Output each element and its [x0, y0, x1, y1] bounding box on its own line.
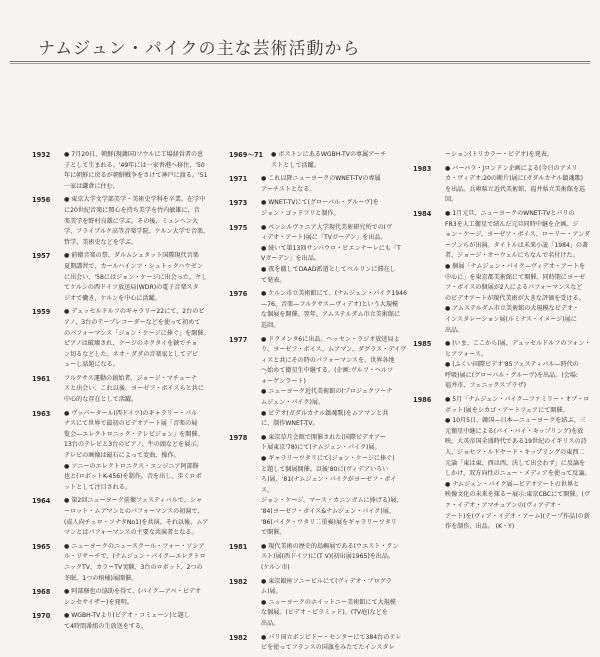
timeline-entry — [229, 174, 407, 195]
timeline-entry — [229, 198, 407, 219]
timeline-entry — [32, 195, 210, 248]
title-rule-secondary — [10, 63, 590, 64]
entry-year: 1978 — [229, 433, 248, 442]
timeline-entry — [32, 496, 210, 538]
entry-text: ● デュッセルドルフのギャラリー22にて、2台のピ アノ、3台のテープレコーダーなどを使って初めて のパフォーマンス「ジョン・ケージに捧ぐ」を開催。 ピアノは破壊され、ケージのネクタイを鋏でチョ ン切るなどした。ネオ・ダダの音楽家としてデビ ューし話題になる。 — [64, 308, 210, 369]
entry-text: ● 1月元旦、ニューヨークのWNET-TVとパリの FR3を人工衛星で結んだ元旦同時中継を企画。ジ ョン・ケージ、ヨーゼフ・ボイス、ローリー・アンダ ーソンらが出演。タイトルは未来小説「1984」の著 者、ジョージ・オーウェルにちなんで名付けた。 ● 個展「ナムジュン・パイク—ヴィデオ・アートを 中心に」を東京都美術館にて開催。同時期にヨーゼ フ・ボイスの個展が2人によるパフォーマンスなど のビデオアートが現代美術が大きな評価を受ける。 ● アムステルダム市立美術館の大規模なビデオ・ インスタレーション展(ルミナス・イメージ)展に 出品。 — [445, 209, 591, 334]
title-rule — [10, 61, 590, 62]
timeline-entry — [229, 289, 407, 331]
entry-year: 1963 — [32, 409, 51, 418]
timeline-entry — [32, 542, 210, 584]
entry-year: 1968 — [32, 588, 51, 597]
entry-year: 1975 — [229, 223, 248, 232]
entry-text: ● WGBH-TVより(ビデオ・コミューン)と題し て4時間番組の生放送をする。 — [64, 612, 190, 630]
entry-year: 1977 — [229, 335, 248, 344]
entry-year: 1957 — [32, 252, 51, 261]
entry-text: ● 現代美術の歴史的島嶼展である(ウエスト・クン スト)展(西ドイツ)に(T V)(初出展1965)を出品。 (ケルン市) — [261, 542, 399, 571]
timeline-entry — [229, 633, 407, 654]
timeline-entry — [413, 339, 591, 392]
entry-text: ● パリ国立ポンピドー・センターにて384台のテレ ビを使ってフランスの国旗をみたてたインスタレ — [261, 633, 402, 652]
entry-year: 1976 — [229, 290, 248, 299]
timeline-entry — [413, 395, 591, 533]
timeline-entry — [32, 409, 210, 494]
timeline-column-3 — [413, 150, 591, 536]
entry-year: 1965 — [32, 542, 51, 551]
entry-year: 1964 — [32, 497, 51, 506]
entry-year: 1984 — [413, 209, 432, 218]
timeline-entry — [32, 150, 210, 192]
timeline-entry — [229, 335, 407, 430]
entry-text: ● 前衛音楽の祭、ダルムシュタット国際現代音楽 夏期講習で、カールハインツ・シュトックハウゼン に出会い、'58にはジョン・ケージに出会った。ヤし てケルンの西ドイツ放送局(WDR)の電子音楽スタ ジオで働き、ケルンを中心に活躍。 — [64, 252, 208, 302]
entry-year: 1971 — [229, 175, 248, 184]
timeline-column-2 — [229, 150, 407, 657]
entry-text: ● 東京銀座ソニービルにて(ヴィデオ・プログラ ム)展。 ● ニューヨークのホイットニー美術館にて大規模 な個展。(ビデオ・ピラミッド)、(TV庭)などを 出品。 — [261, 577, 396, 627]
entry-text: フルクサス運動の創始者、ジョージ・マチューナ スと出会い、これ以後、ヨーゼフ・ボイスらと共に 中心的な存在として活躍。 — [64, 374, 204, 404]
entry-text: ● バーバラ・Jロンドン企画による(今日のアメリ カ・ヴィデオ:20の断片)展に(ガダルカナル鎮魂歌) を出品。兵庫県立近代美術館、福井県立美術館を巡 回。 — [445, 164, 586, 204]
entry-year: 1982 — [229, 577, 248, 586]
timeline-entry — [32, 307, 210, 371]
entry-text: ● ドクメンタ6に出品。ヘッセン・ラジオ放送局よ り、ヨーゼフ・ボイス、ムアマン、ダグラス・デイヴ ィスと共にその時のパフォーマンスを、世界各地 へ始めて衛星生中継する。(企画:ヴルフ・ヘルツ ォーゲンラート) ● ニューヨーク近代美術館の(プロジェクツーナ ムジュン・パイク)展。 ● ビデオ(ガダルカナル鎮魂歌)をムアマンと共 に、制作WNET-TV。 — [261, 335, 407, 428]
entry-text: ーション(トリカラー・ビデオ)を発表。 — [445, 151, 553, 158]
entry-year: 1961 — [32, 374, 51, 383]
entry-text: ● 7月20日、朝鮮(現韓国)ソウルに工場経営者の息 子として生まれる。'49年には一家香港へ移住、'50 年に朝鮮に戻るが朝鮮戦争をさけて神戸に渡る。'51 一家は鎌倉に住む。 — [64, 151, 208, 190]
entry-text: ● WNET-TVにて(グローバル・グルーヴ)を ジョン・ゴッドフリと制作。 — [261, 199, 379, 217]
entry-text: ● 東京草月会館で開催された(国際ビデオアー ト展東京'78)にて(ナムジュン・パイク)展。 ● ギャラリーワタリにて(ジョン・ケージに捧ぐ) と題して個展開催。以後'80に(ヴィデアいろい ろ)展、'81(ナムジュン・パイクがヨーゼフ・ボイス、 ジョン・ケージ、マース・カニンガムに捧げる)展、 '84(ヨーゼフ・ボイス&ナムジュン・パイク)展、 '86(パイク・ワタリ二重奏)展をギャラリーワタリ で開催。 — [261, 433, 403, 537]
entry-year: 1983 — [413, 164, 432, 173]
entry-year: 1956 — [32, 196, 51, 205]
entry-text: ● 東京大学文学部美学・美術史学科を卒業。在学中 に20世紀音楽に関心を持ち美学を竹内敏雄に、音 楽美学を野村良雄に学ぶ。その後、ミュンヘン大 学、フライブルク高等音楽学院、ケルン大学で音楽、 哲学、美術史などを学ぶ。 — [64, 196, 210, 246]
entry-year: 1986 — [413, 396, 432, 405]
entry-year: 1985 — [413, 340, 432, 349]
entry-year: 1970 — [32, 612, 51, 621]
timeline-entry — [32, 251, 210, 304]
entry-year: 1959 — [32, 308, 51, 317]
entry-year: 1981 — [229, 542, 248, 551]
timeline-entry — [229, 542, 407, 574]
entry-text: ● ペンシルヴァニア大学現代美術研究所での(ヴ ィデオ・アート)展に「TVガーデン」を出品。 ● 続いて第13回サンパウロ・ビエンナーレにも「T Vガーデン」を出品。 ● 夜を徹してDAAD派遣としてベルリンに滞在し て発表。 — [261, 223, 401, 284]
entry-year — [413, 150, 445, 161]
entry-text: ● ニューヨークのニュースクール・フォー・ソシア ル・リサーチで、(ナムジュン・パイク—エレクトロ ニックTV、カラーTV実験、3台のロボット、2つの 冬眠、1つの棺桶)展開催。 — [64, 542, 206, 582]
entry-year: 1982 — [229, 633, 248, 642]
entry-year: 1969～71 — [229, 151, 264, 159]
timeline-entry — [229, 223, 407, 287]
entry-text: ● ヴッパータール(西ドイツ)のギャラリー・パル ナスにて世界で最初のビデオアート展「音楽の展 覧会—エレクトロニック・テレビジョン」を開催。 13台のテレビと3台のピアノ、牛の頭などを展示。 テレビの画像は磁石によって変曲、操作。 ● ソニーのエレクトロニクス・エンジニア阿部修 也と(ロボットK-456)を制作。音を出し、歩くロボ ットとして注目される。 — [64, 409, 204, 491]
entry-text: ● ボストンにあるWGBH-TVの専属アーチ ストとして活躍。 — [271, 151, 387, 169]
timeline-entry — [413, 164, 591, 206]
entry-text: ● 第2回ニューヨーク前衛フェスティバルで、シャ ーロット・ムアマンとのパフォーマンスの初演で、 (成人向チェロ・ソナタNo1)を共演。それ以後、ムア マンとはパフォーマンスの主要な共演者となる。 — [64, 497, 209, 537]
timeline-entry — [413, 150, 591, 161]
entry-text: ● 阿部修也の協助を得て、(パイク—アベ・ビデオ シンセサイザー)を発明。 — [64, 588, 201, 606]
entry-text: ● これ以降ニューヨークのWNET-TVの専属 アーチストとなる。 — [261, 175, 381, 193]
entry-year: 1932 — [32, 151, 51, 159]
timeline-entry — [229, 150, 407, 171]
timeline-entry — [32, 374, 210, 406]
entry-text: ● (いま、ここから)展、デュッセルドルフのフォン・ ヒアフォース。 ● (ふくい国際ビデオ'85フェスティバル—時代の 呼吸)展に(グローバル・グルーヴ)を出品。(会場: 福井市、フェニックスプラザ) — [445, 340, 591, 390]
timeline-column-1 — [32, 150, 210, 636]
entry-text: ● 5月「ナムジュン・パイク—ファミリー・オブ・ロ ボット)展をシカゴ・アートフェアにて開催。 ● 10月5日、韓国—日本—ニューヨークを結ぶ、三 元衛星中継による(バイ・バイ・キップリング)を放 映。大英帝国全盛時代である19世紀のイギリスの詩 人、ジョセフ・ルドヤード・キップリングの東西二 元論「東は東、西は西、決して出会わず」に反論を しかけ、双方向性のニュー・メディアを使って反論。 ● ナムジュン・パイク展—ビデオアートの世界と 映像文化の未来を探るー展示:東京CBCにて開催。(ヴァ・イデオ・アマチュアンの(ヴィアデオ・ アート)を(ヴィア・イデオ・アーム)(テープ作品)の新作を制作、出品。 (K・Y) — [445, 396, 591, 531]
entry-text: ● ケルン市立美術館にて、(ナムジュン・パイク1946 —76、音楽—フルクサス—ヴィデオ)という大規模 な個展を開催。翌年、アムステルダム市立美術館に 巡回。 — [261, 290, 407, 329]
timeline-entry — [413, 209, 591, 336]
timeline-entry — [32, 611, 210, 632]
entry-year: 1973 — [229, 199, 248, 208]
page-title: ナムジュン・パイクの主な芸術活動から — [38, 39, 361, 59]
timeline-entry — [229, 577, 407, 630]
timeline-entry — [229, 433, 407, 539]
